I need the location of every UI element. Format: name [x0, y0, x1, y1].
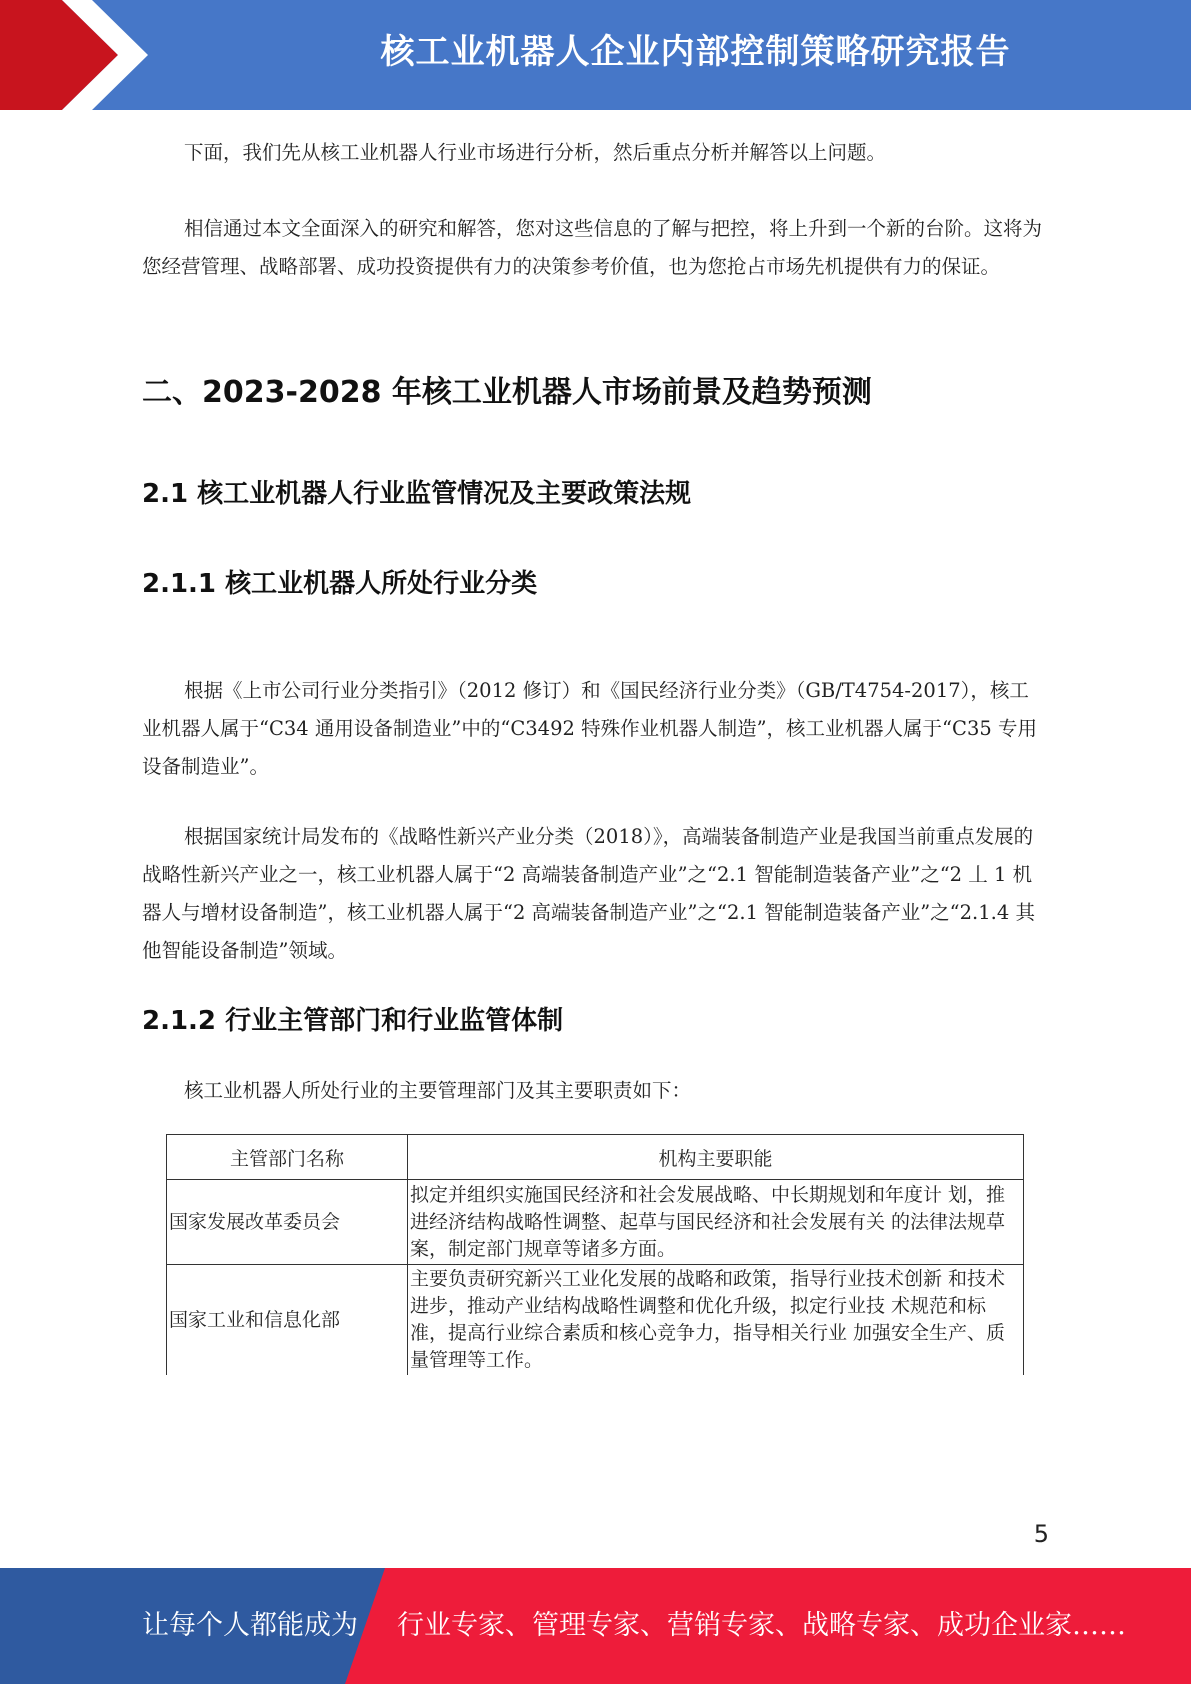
page-number: 5 — [1033, 1520, 1049, 1548]
intro-paragraph-2: 相信通过本文全面深入的研究和解答，您对这些信息的了解与把控，将上升到一个新的台阶。这将为您经营管理、战略部署、成功投资提供有力的决策参考价值，也为您抢占市场先机提供有力的保证。 — [142, 217, 1043, 278]
table-header-row — [167, 1135, 1024, 1180]
table-header-functions: 机构主要职能 — [408, 1135, 1024, 1180]
footer-slogan-right: 行业专家、管理专家、营销专家、战略专家、成功企业家…… — [397, 1610, 1126, 1641]
department-table — [166, 1134, 1024, 1375]
department-name: 国家工业和信息化部 — [167, 1265, 408, 1376]
department-functions: 主要负责研究新兴工业化发展的战略和政策，指导行业技术创新 和技术进步，推动产业结构战略性调整和优化升级，拟定行业技 术规范和标准，提高行业综合素质和核心竞争力，指导相关行业 加强安全生产、质量管理等工作。 — [408, 1265, 1024, 1376]
footer-slogan-left: 让每个人都能成为 — [142, 1610, 358, 1641]
subsection-heading-2-1-2: 2.1.2 行业主管部门和行业监管体制 — [142, 1006, 564, 1036]
subsection-heading-2-1: 2.1 核工业机器人行业监管情况及主要政策法规 — [142, 479, 692, 509]
table-header-department: 主管部门名称 — [167, 1135, 408, 1180]
classification-paragraph-1: 根据《上市公司行业分类指引》（2012 修订）和《国民经济行业分类》（GB/T4754-2017），核工业机器人属于“C34 通用设备制造业”中的“C3492 特殊作业机器人制造”，核工业机器人属于“C35 专用设备制造业”。 — [142, 679, 1037, 778]
table-intro-paragraph: 核工业机器人所处行业的主要管理部门及其主要职责如下： — [184, 1079, 692, 1102]
intro-paragraph-1: 下面，我们先从核工业机器人行业市场进行分析，然后重点分析并解答以上问题。 — [184, 141, 887, 164]
footer-banner — [0, 1568, 1191, 1684]
department-functions: 拟定并组织实施国民经济和社会发展战略、中长期规划和年度计 划，推进经济结构战略性调整、起草与国民经济和社会发展有关 的法律法规草案，制定部门规章等诸多方面。 — [408, 1180, 1024, 1265]
subsection-heading-2-1-1: 2.1.1 核工业机器人所处行业分类 — [142, 569, 538, 599]
header-banner — [0, 0, 1191, 110]
table-row — [167, 1180, 1024, 1265]
header-title: 核工业机器人企业内部控制策略研究报告 — [380, 32, 1011, 72]
classification-paragraph-2: 根据国家统计局发布的《战略性新兴产业分类（2018）》，高端装备制造产业是我国当前重点发展的战略性新兴产业之一，核工业机器人属于“2 高端装备制造产业”之“2.1 智能制造装备产业”之“2 丄 1 机器人与增材设备制造”，核工业机器人属于“2 高端装备制造产业”之“2.1 智能制造装备产业”之“2.1.4 其他智能设备制造”领域。 — [142, 825, 1035, 962]
table-row — [167, 1265, 1024, 1376]
department-name: 国家发展改革委员会 — [167, 1180, 408, 1265]
section-heading: 二、2023-2028 年核工业机器人市场前景及趋势预测 — [142, 375, 872, 410]
